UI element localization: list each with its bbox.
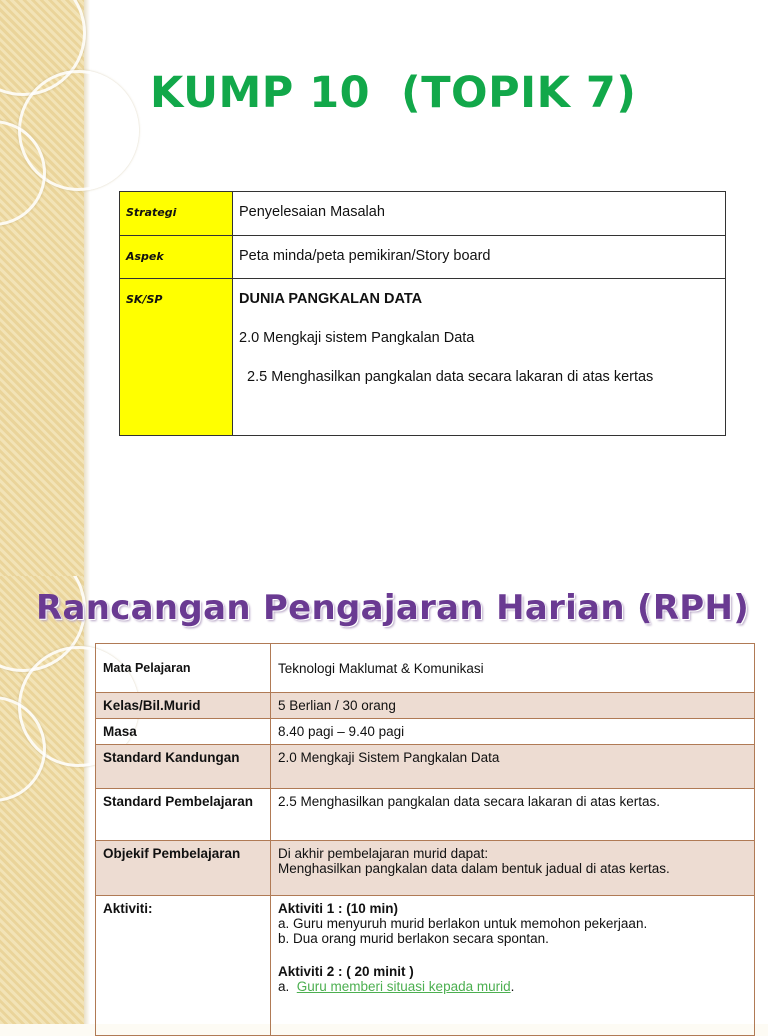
row-label: Objekif Pembelajaran (96, 841, 271, 896)
row-value: Teknologi Maklumat & Komunikasi (271, 644, 755, 693)
row-label: Mata Pelajaran (96, 644, 271, 693)
slide-title: KUMP 10 (TOPIK 7) (150, 68, 637, 118)
row-value: Penyelesaian Masalah (233, 192, 726, 236)
objective-intro: Di akhir pembelajaran murid dapat: (278, 846, 489, 861)
activity-1-step-a: a. Guru menyuruh murid berlakon untuk memohon pekerjaan. (278, 916, 648, 931)
row-value: 2.5 Menghasilkan pangkalan data secara lakaran di atas kertas. (271, 789, 755, 841)
row-label: Aspek (120, 236, 233, 279)
standard-pembelajaran: 2.5 Menghasilkan pangkalan data secara lakaran di atas kertas (239, 369, 654, 385)
row-value: 2.0 Mengkaji Sistem Pangkalan Data (271, 745, 755, 789)
band-shadow (84, 576, 90, 1024)
row-value: 5 Berlian / 30 orang (271, 693, 755, 719)
table-row (96, 789, 755, 841)
rph-title: Rancangan Pengajaran Harian (RPH) (36, 588, 750, 628)
situation-link[interactable]: Guru memberi situasi kepada murid (296, 979, 511, 994)
strategy-table (119, 191, 726, 436)
row-value (271, 896, 755, 1036)
row-label: Strategi (120, 192, 233, 236)
step-prefix: a. (278, 979, 297, 994)
activity-1-title: Aktiviti 1 : (10 min) (278, 901, 399, 916)
row-label: Standard Kandungan (96, 745, 271, 789)
table-row (96, 745, 755, 789)
table-row (120, 192, 726, 236)
row-label: Masa (96, 719, 271, 745)
activity-2-step-a (278, 979, 747, 994)
row-label: SK/SP (120, 279, 233, 436)
row-label: Aktiviti: (96, 896, 271, 1036)
table-row (96, 693, 755, 719)
activity-2-title: Aktiviti 2 : ( 20 minit ) (278, 964, 414, 979)
activity-1-step-b: b. Dua orang murid berlakon secara spontan. (278, 931, 549, 946)
row-label: Standard Pembelajaran (96, 789, 271, 841)
row-value: 8.40 pagi – 9.40 pagi (271, 719, 755, 745)
standard-kandungan: 2.0 Mengkaji sistem Pangkalan Data (239, 330, 475, 346)
table-row (96, 841, 755, 896)
table-row (96, 896, 755, 1036)
row-value (233, 279, 726, 436)
step-suffix: . (510, 979, 515, 994)
row-value (271, 841, 755, 896)
table-row (120, 279, 726, 436)
row-value: Peta minda/peta pemikiran/Story board (233, 236, 726, 279)
table-row (96, 644, 755, 693)
row-label: Kelas/Bil.Murid (96, 693, 271, 719)
topic-heading: DUNIA PANGKALAN DATA (239, 291, 423, 307)
table-row (96, 719, 755, 745)
objective-text: Menghasilkan pangkalan data dalam bentuk jadual di atas kertas. (278, 861, 670, 876)
table-row (120, 236, 726, 279)
rph-table (95, 643, 755, 1036)
